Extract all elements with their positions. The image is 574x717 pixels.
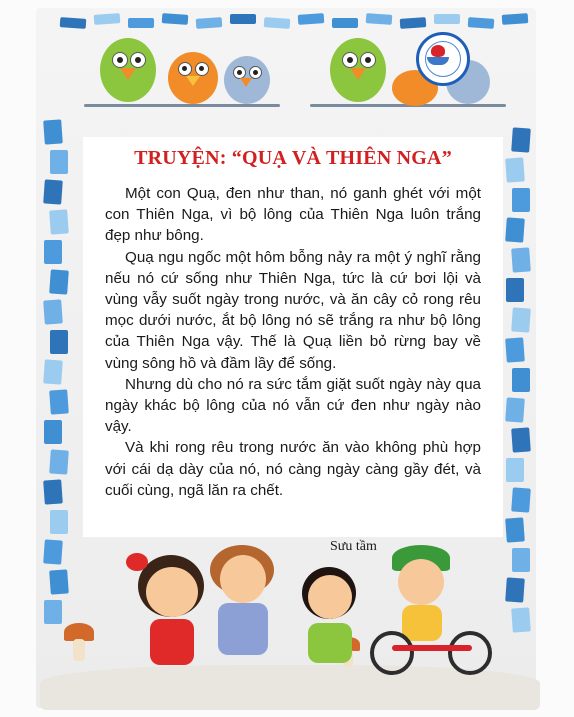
frame-tile bbox=[50, 150, 68, 174]
girl-face bbox=[220, 555, 266, 603]
story-body bbox=[105, 183, 481, 501]
frame-tile bbox=[505, 157, 525, 182]
girl-dress bbox=[150, 619, 194, 665]
frame-tile bbox=[44, 240, 62, 264]
frame-tile bbox=[511, 307, 531, 332]
frame-tile bbox=[230, 14, 256, 24]
frame-tile bbox=[128, 18, 154, 28]
girl-dress bbox=[308, 623, 352, 663]
frame-tile bbox=[298, 13, 325, 25]
story-paragraph: Nhưng dù cho nó ra sức tắm giặt suốt ngày này qua ngày khác bộ lông của nó vẫn cứ đen như ngày nào vậy. bbox=[105, 375, 481, 436]
frame-tile bbox=[366, 13, 393, 25]
rose-icon bbox=[431, 45, 445, 57]
frame-tile bbox=[505, 517, 525, 542]
bike-frame bbox=[392, 645, 472, 651]
story-paragraph: Một con Quạ, đen như than, nó ganh ghét với một con Thiên Nga, vì bộ lông của Thiên Nga luôn trắng đẹp như bông. bbox=[105, 185, 481, 245]
frame-tile bbox=[196, 17, 223, 29]
boy-shirt bbox=[402, 605, 442, 641]
frame-tile bbox=[43, 359, 63, 384]
frame-tile bbox=[511, 427, 531, 452]
girl-face bbox=[308, 575, 352, 619]
frame-tile bbox=[43, 119, 63, 144]
frame-tile bbox=[94, 13, 121, 25]
frame-tile bbox=[49, 449, 69, 474]
frame-tile bbox=[506, 278, 524, 302]
frame-tile bbox=[43, 179, 63, 204]
frame-tile bbox=[60, 17, 87, 29]
frame-tile bbox=[468, 17, 495, 29]
school-logo-icon bbox=[416, 32, 470, 86]
frame-tile bbox=[264, 17, 291, 29]
story-credit: Sưu tầm bbox=[330, 539, 377, 554]
frame-tile bbox=[511, 247, 531, 272]
frame-tile bbox=[505, 217, 525, 242]
green-bird-icon bbox=[330, 38, 386, 102]
frame-tile bbox=[511, 487, 531, 512]
frame-tile bbox=[502, 13, 529, 25]
orange-bird-icon bbox=[168, 52, 218, 104]
frame-tile bbox=[44, 420, 62, 444]
mushroom-stem bbox=[73, 639, 85, 661]
frame-tile bbox=[49, 209, 69, 234]
frame-tile bbox=[512, 368, 530, 392]
story-title: TRUYỆN: “QUẠ VÀ THIÊN NGA” bbox=[134, 147, 452, 169]
story-text-box bbox=[83, 137, 503, 537]
frame-tile bbox=[512, 188, 530, 212]
story-paragraph: Quạ ngu ngốc một hôm bỗng nảy ra một ý nghĩ rằng nếu nó cứ sống như Thiên Nga, tức là cứ bơi lội và vùng vẫy suốt ngày trong nước, và ăn cây cỏ rong rêu mọc dưới nước, ắt bộ lông nó sẽ trắng ra như bộ lông của Thiên Nga vậy. Thế là Quạ liền bỏ rừng bay về vùng sông hồ và đầm lầy để sống. bbox=[105, 248, 481, 372]
frame-tile bbox=[43, 299, 63, 324]
frame-tile bbox=[506, 458, 524, 482]
wire-left bbox=[84, 104, 280, 107]
girl-face bbox=[146, 567, 198, 617]
frame-tile bbox=[50, 510, 68, 534]
story-paragraph: Và khi rong rêu trong nước ăn vào không phù hợp với cái dạ dày của nó, nó càng ngày càng gầy đét, và cuối cùng, ngã lăn ra chết. bbox=[105, 439, 481, 499]
blue-bird-icon bbox=[224, 56, 270, 104]
frame-tile bbox=[434, 14, 460, 24]
frame-tile bbox=[511, 127, 531, 152]
frame-tile bbox=[332, 18, 358, 28]
girl-overalls bbox=[218, 603, 268, 655]
frame-tile bbox=[505, 397, 525, 422]
frame-tile bbox=[505, 337, 525, 362]
bike-wheel-icon bbox=[448, 631, 492, 675]
frame-tile bbox=[162, 13, 189, 25]
frame-tile bbox=[50, 330, 68, 354]
green-bird-icon bbox=[100, 38, 156, 102]
bike-wheel-icon bbox=[370, 631, 414, 675]
boy-face bbox=[398, 559, 444, 605]
frame-tile bbox=[43, 479, 63, 504]
frame-tile bbox=[49, 269, 69, 294]
children-playing-illustration bbox=[40, 545, 540, 710]
bow-icon bbox=[126, 553, 148, 571]
frame-tile bbox=[400, 17, 427, 29]
frame-tile bbox=[49, 389, 69, 414]
